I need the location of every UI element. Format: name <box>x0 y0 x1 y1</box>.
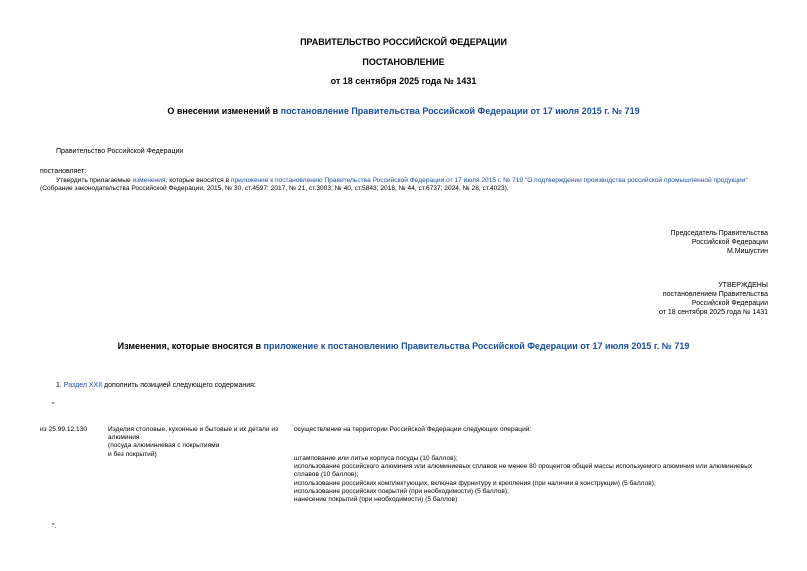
document-title-prefix: О внесении изменений в <box>167 106 281 116</box>
requirement-intro: осуществление на территории Российской Федерации следующих операций: <box>294 426 532 433</box>
document-type: ПОСТАНОВЛЕНИЕ <box>362 57 445 67</box>
requirement-3: использование российских комплектующих, включая фурнитуру и крепления (при наличии в конструкции) (5 баллов); <box>294 479 656 487</box>
product-name-line-1: Изделия столовые, кухонные и бытовые и их детали из алюминия <box>108 426 279 442</box>
changes-title-prefix: Изменения, которые вносятся в <box>117 341 264 351</box>
requirement-5: нанесение покрытий (при необходимости) (5 баллов) <box>294 496 458 504</box>
appendix-link[interactable]: приложение к постановлению Правительства Российской Федерации от 17 июля 2015 г. № 719 "О подтверждении производства российской промышленной продукции" <box>230 177 748 184</box>
paragraph-text-a: Утвердить прилагаемые <box>56 177 133 184</box>
item-1 <box>56 381 256 390</box>
approval-line-4: от 18 сентября 2025 года № 1431 <box>658 309 768 316</box>
changes-title <box>0 341 807 352</box>
changes-title-link[interactable]: приложение к постановлению Правительства Российской Федерации от 17 июля 2015 г. № 719 <box>263 341 690 351</box>
approval-line-2: постановлением Правительства <box>662 291 768 298</box>
item-1-number: 1. <box>56 382 64 389</box>
table-product-name <box>108 426 283 459</box>
section-xxii-link[interactable]: Раздел XXII <box>63 382 103 389</box>
item-1-text: дополнить позицией следующего содержания: <box>102 382 256 389</box>
signature-line-1: Председатель Правительства <box>670 230 768 237</box>
quote-open: " <box>52 402 55 409</box>
resolution-paragraph <box>40 177 770 193</box>
title-resolution-link[interactable]: постановление Правительства Российской Федерации от 17 июля 2015 г. № 719 <box>280 106 640 116</box>
government-heading: ПРАВИТЕЛЬСТВО РОССИЙСКОЙ ФЕДЕРАЦИИ <box>300 37 507 47</box>
changes-link[interactable]: изменения <box>132 177 166 184</box>
signature-name: М.Мишустин <box>726 248 768 255</box>
paragraph-text-c: (Собрание законодательства Российской Федерации, 2015, № 30, ст.4597; 2017, № 21, ст.3003; № 40, ст.5843; 2018, № 44, ст.6737; 2024, № 28, ст.4023). <box>40 185 509 193</box>
table-code: из 25.99.12.130 <box>40 426 88 433</box>
issuer: Правительство Российской Федерации <box>56 148 184 155</box>
approval-line-1: УТВЕРЖДЕНЫ <box>718 282 768 289</box>
product-name-line-2: (посуда алюминиевая с покрытиями <box>108 442 220 450</box>
signature-block <box>671 229 768 256</box>
requirement-list <box>294 455 764 504</box>
approval-block <box>659 281 768 317</box>
resolves-word: постановляет: <box>40 168 87 175</box>
requirement-2: использование российского алюминия или алюминиевых сплавов не менее 80 процентов общей массы используемого алюминия или алюминиевых сплавов (10 баллов); <box>294 463 753 479</box>
paragraph-text-b: , которые вносятся в <box>165 177 231 184</box>
requirement-4: использование российских покрытий (при необходимости) (5 баллов); <box>294 487 509 495</box>
signature-line-2: Российской Федерации <box>691 239 768 246</box>
document-date-number: от 18 сентября 2025 года № 1431 <box>330 76 477 86</box>
requirement-1: штампование или литье корпуса посуды (10 баллов); <box>294 455 458 462</box>
product-name-line-3: и без покрытий) <box>108 450 157 458</box>
document-title <box>0 106 807 117</box>
quote-close: ". <box>52 523 57 530</box>
approval-line-3: Российской Федерации <box>691 300 768 307</box>
